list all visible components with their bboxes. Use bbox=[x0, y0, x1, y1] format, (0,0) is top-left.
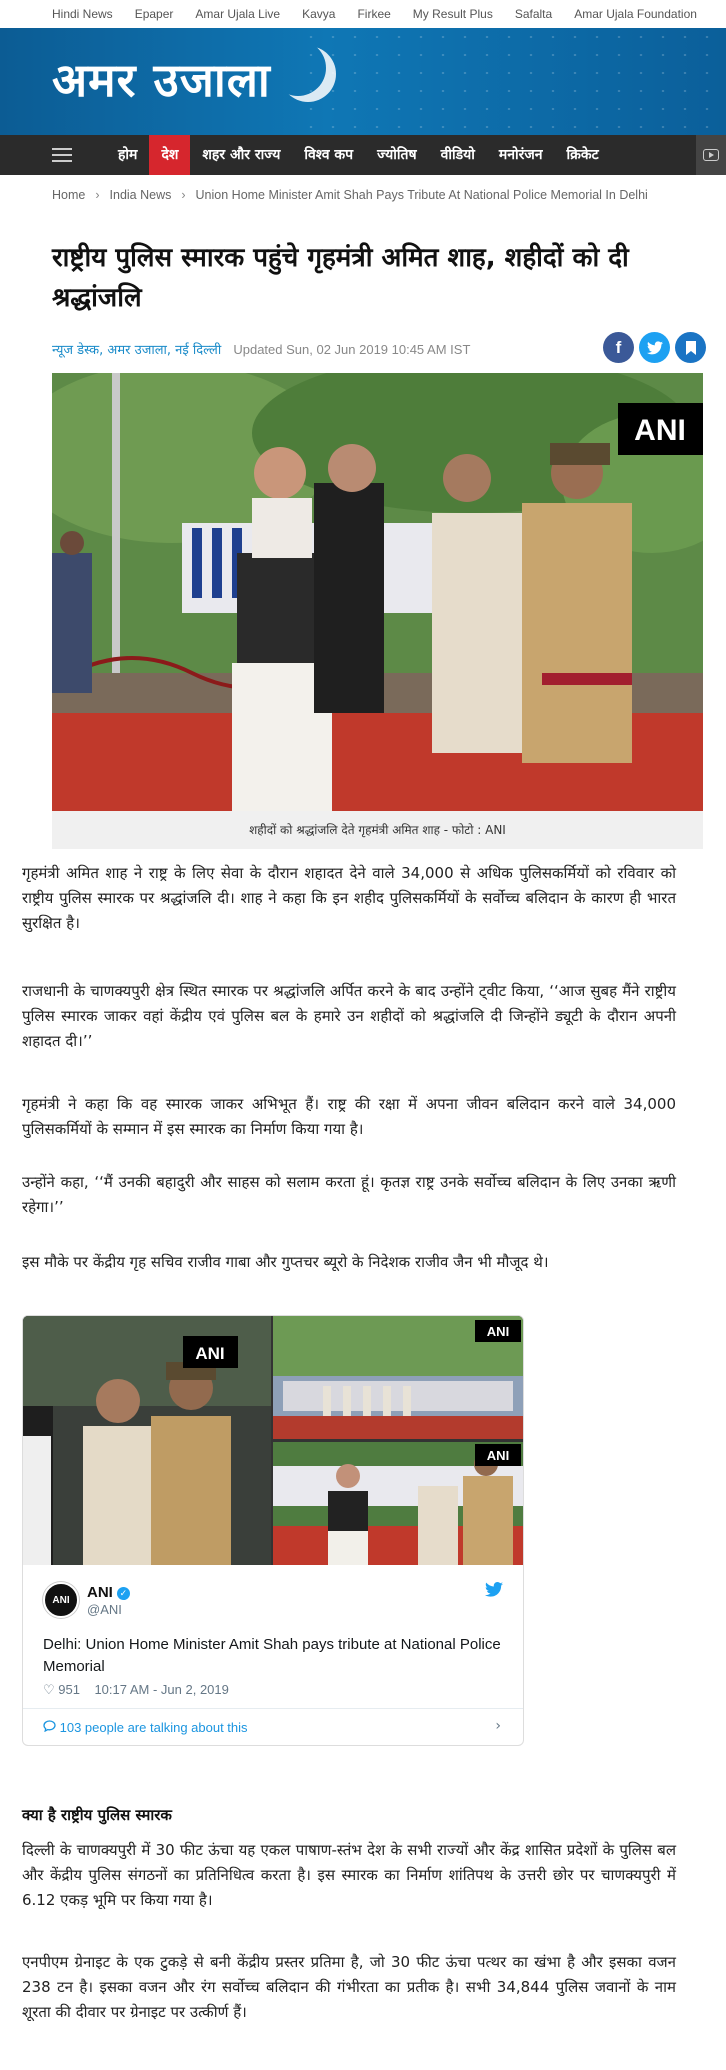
facebook-share-icon[interactable]: f bbox=[603, 332, 634, 363]
tweet-conversation-text[interactable]: 103 people are talking about this bbox=[59, 1720, 248, 1735]
updated-time: Updated Sun, 02 Jun 2019 10:45 AM IST bbox=[233, 342, 471, 357]
tweet-divider bbox=[23, 1708, 523, 1709]
embedded-tweet[interactable] bbox=[22, 1315, 524, 1746]
tweet-meta bbox=[43, 1682, 229, 1698]
breadcrumb-separator-icon: › bbox=[181, 188, 186, 202]
top-links-bar bbox=[0, 0, 726, 28]
nav-item-cricket[interactable]: क्रिकेट bbox=[566, 147, 599, 163]
breadcrumb-separator-icon: › bbox=[95, 188, 100, 202]
heart-icon[interactable]: ♡ bbox=[43, 1682, 55, 1697]
speech-bubble-icon bbox=[43, 1720, 60, 1735]
tweet-like-count[interactable]: 951 bbox=[58, 1682, 80, 1697]
tweet-images[interactable] bbox=[23, 1316, 523, 1565]
masthead bbox=[0, 28, 726, 135]
moon-icon bbox=[270, 40, 326, 96]
nav-item-home[interactable]: होम bbox=[118, 147, 138, 163]
hamburger-menu-icon[interactable] bbox=[52, 135, 92, 175]
top-link-kavya[interactable]: Kavya bbox=[302, 7, 336, 21]
nav-item-astrology[interactable]: ज्योतिष bbox=[377, 147, 417, 163]
author-link[interactable]: न्यूज डेस्क, अमर उजाला, नई दिल्ली bbox=[52, 343, 222, 358]
article-paragraph-5: इस मौके पर केंद्रीय गृह सचिव राजीव गाबा और गुप्तचर ब्यूरो के निदेशक राजीव जैन भी मौजूद थे। bbox=[22, 1253, 549, 1271]
nav-item-city-state[interactable]: शहर और राज्य bbox=[202, 147, 281, 163]
tweet-photo-grid bbox=[23, 1316, 524, 1565]
top-link-epaper[interactable]: Epaper bbox=[134, 7, 174, 21]
top-link-foundation[interactable]: Amar Ujala Foundation bbox=[574, 7, 697, 21]
nav-item-video[interactable]: वीडियो bbox=[440, 147, 475, 163]
article-paragraph-6: दिल्ली के चाणक्यपुरी में 30 फीट ऊंचा यह एकल पाषाण-स्तंभ देश के सभी राज्यों और केंद्र शासित प्रदेशों के पुलिस बल और केंद्रीय पुलिस संगठनों का प्रतिनिधित्व करता है। इस स्मारक का निर्माण शांतिपथ के उत्तरी छोर पर चाणक्यपुरी में 6.12 एकड़ भूमि पर किया गया है। bbox=[22, 1841, 676, 1909]
top-link-firkee[interactable]: Firkee bbox=[357, 7, 391, 21]
article-paragraph-4: उन्होंने कहा, ‘‘मैं उनकी बहादुरी और साहस को सलाम करता हूं। कृतज्ञ राष्ट्र उनके सर्वोच्च बलिदान के लिए उनका ऋणी रहेगा।’’ bbox=[22, 1173, 676, 1216]
masthead-pattern bbox=[300, 28, 720, 135]
tweet-text: Delhi: Union Home Minister Amit Shah pays tribute at National Police Memorial bbox=[43, 1636, 501, 1675]
hero-watermark: ANI bbox=[634, 414, 686, 447]
tweet-author[interactable] bbox=[43, 1582, 130, 1618]
tweet-author-handle[interactable]: @ANI bbox=[87, 1601, 122, 1617]
top-link-safalta[interactable]: Safalta bbox=[514, 7, 553, 21]
hero-photo bbox=[52, 373, 703, 811]
top-link-hindi-news[interactable]: Hindi News bbox=[52, 7, 113, 21]
breadcrumb-current: Union Home Minister Amit Shah Pays Tribute At National Police Memorial In Delhi bbox=[195, 188, 648, 202]
nav-item-world-cup[interactable]: विश्व कप bbox=[304, 147, 354, 163]
verified-badge-icon: ✓ bbox=[117, 1587, 130, 1600]
twitter-share-icon[interactable] bbox=[639, 332, 670, 363]
tweet-watermark-3: ANI bbox=[486, 1448, 510, 1463]
breadcrumb bbox=[0, 175, 726, 215]
top-link-my-result-plus[interactable]: My Result Plus bbox=[412, 7, 493, 21]
tweet-conversation-link[interactable] bbox=[43, 1720, 248, 1735]
tweet-watermark-1: ANI bbox=[195, 1344, 225, 1363]
nav-item-desh[interactable]: देश bbox=[149, 135, 190, 175]
tweet-time[interactable]: 10:17 AM - Jun 2, 2019 bbox=[94, 1682, 229, 1697]
top-link-amar-ujala-live[interactable]: Amar Ujala Live bbox=[195, 7, 281, 21]
article-title: राष्ट्रीय पुलिस स्मारक पहुंचे गृहमंत्री अमित शाह, शहीदों को दी श्रद्धांजलि bbox=[52, 243, 629, 313]
tweet-watermark-2: ANI bbox=[486, 1324, 510, 1339]
article-paragraph-2: राजधानी के चाणक्यपुरी क्षेत्र स्थित स्मारक पर श्रद्धांजलि अर्पित करने के बाद उन्होंने ट्वीट किया, ‘‘आज सुबह मैंने राष्ट्रीय पुलिस स्मारक जाकर वहां केंद्रीय एवं पुलिस बल के हमारे उन शहीदों को श्रद्धांजलि दी जिन्होंने ड्यूटी के दौरान अपनी शहादत दी।’’ bbox=[22, 982, 676, 1050]
chevron-right-icon[interactable]: › bbox=[495, 1718, 501, 1734]
bookmark-icon[interactable] bbox=[675, 332, 706, 363]
article-paragraph-7: एनपीएम ग्रेनाइट के एक टुकड़े से बनी केंद्रीय प्रस्तर प्रतिमा है, जो 30 फीट ऊंचा पत्थर का खंभा है और इसका वजन 238 टन है। इसका वजन और रंग सर्वोच्च बलिदान की गंभीरता का प्रतीक है। सभी 34,844 पुलिस जवानों के नाम शूरता की दीवार पर ग्रेनाइट पर उत्कीर्ण हैं। bbox=[22, 1953, 676, 2021]
article-hero-image bbox=[52, 373, 703, 811]
nav-item-entertainment[interactable]: मनोरंजन bbox=[498, 147, 543, 163]
share-buttons bbox=[603, 332, 706, 363]
video-play-icon[interactable] bbox=[696, 135, 726, 175]
site-logo[interactable]: अमर उजाला bbox=[52, 53, 271, 107]
breadcrumb-home[interactable]: Home bbox=[52, 188, 86, 202]
tweet-avatar[interactable]: ANI bbox=[43, 1582, 79, 1618]
tweet-author-name[interactable]: ANI bbox=[87, 1583, 113, 1601]
image-caption: शहीदों को श्रद्धांजलि देते गृहमंत्री अमित शाह - फोटो : ANI bbox=[52, 811, 703, 849]
main-nav bbox=[0, 135, 726, 175]
article-paragraph-1: गृहमंत्री अमित शाह ने राष्ट्र के लिए सेवा के दौरान शहादत देने वाले 34,000 से अधिक पुलिसकर्मियों को रविवार को राष्ट्रीय पुलिस स्मारक पर श्रद्धांजलि दी। शाह ने कहा कि इन शहीद पुलिसकर्मियों के सर्वोच्च बलिदान के कारण ही भारत सुरक्षित है। bbox=[22, 864, 676, 932]
twitter-bird-icon[interactable] bbox=[485, 1582, 503, 1601]
article-byline bbox=[52, 340, 470, 358]
section-subheading: क्या है राष्ट्रीय पुलिस स्मारक bbox=[22, 1806, 172, 1824]
breadcrumb-india-news[interactable]: India News bbox=[109, 188, 172, 202]
article-paragraph-3: गृहमंत्री ने कहा कि वह स्मारक जाकर अभिभूत हैं। राष्ट्र की रक्षा में अपना जीवन बलिदान करने वाले 34,000 पुलिसकर्मियों के सम्मान में इस स्मारक का निर्माण किया गया है। bbox=[22, 1095, 676, 1138]
